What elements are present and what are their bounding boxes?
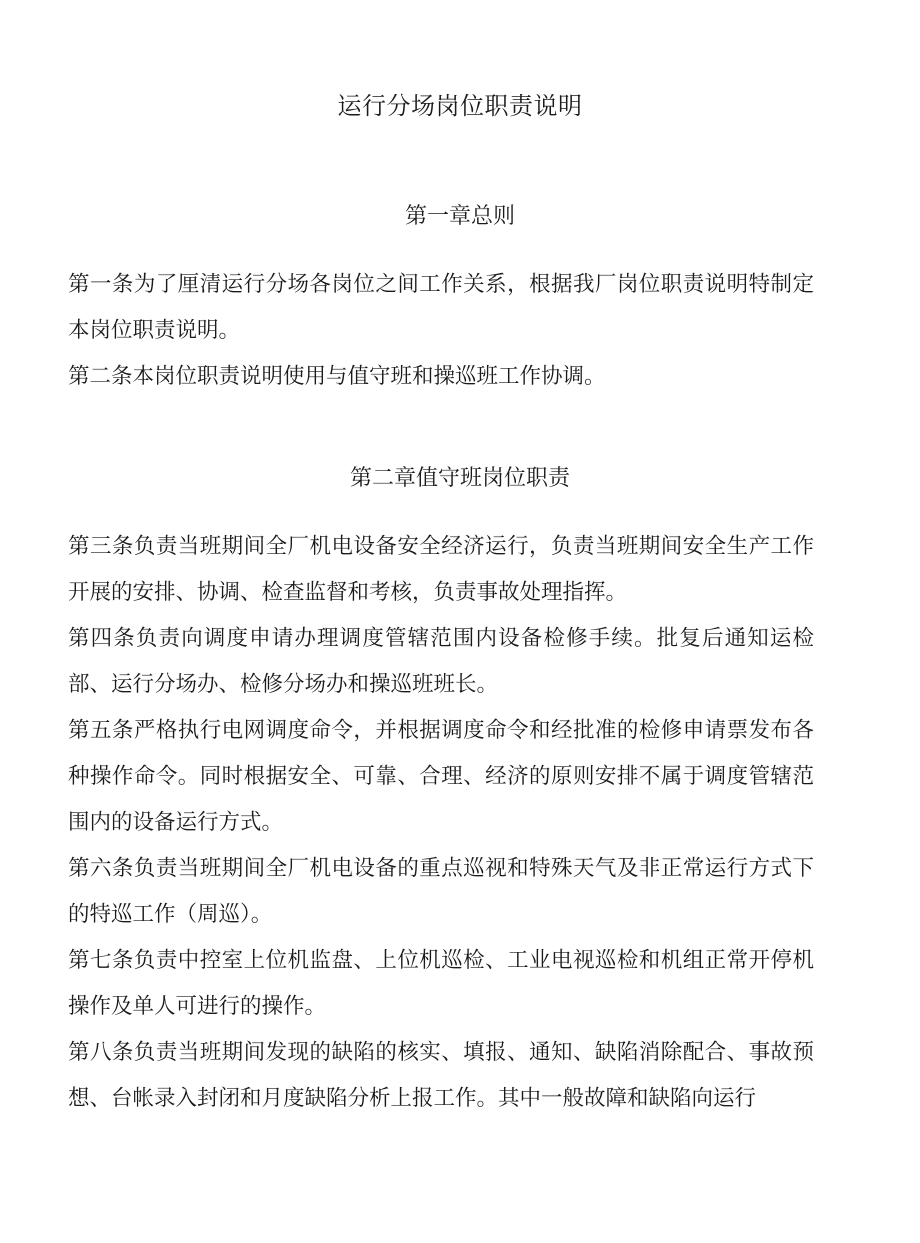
article-paragraph: 第一条为了厘清运行分场各岗位之间工作关系，根据我厂岗位职责说明特制定本岗位职责说明。 bbox=[68, 272, 814, 343]
article-paragraph: 第八条负责当班期间发现的缺陷的核实、填报、通知、缺陷消除配合、事故预想、台帐录入封闭和月度缺陷分析上报工作。其中一般故障和缺陷向运行 bbox=[68, 1040, 814, 1111]
article-paragraph: 第七条负责中控室上位机监盘、上位机巡检、工业电视巡检和机组正常开停机操作及单人可进行的操作。 bbox=[68, 948, 814, 1019]
article-paragraph: 第二条本岗位职责说明使用与值守班和操巡班工作协调。 bbox=[68, 364, 606, 389]
document-title: 运行分场岗位职责说明 bbox=[337, 92, 583, 120]
chapter-heading: 第一章总则 bbox=[404, 204, 515, 229]
article-paragraph: 第四条负责向调度申请办理调度管辖范围内设备检修手续。批复后通知运检部、运行分场办、检修分场办和操巡班班长。 bbox=[68, 626, 814, 697]
article-paragraph: 第五条严格执行电网调度命令，并根据调度命令和经批准的检修申请票发布各种操作命令。同时根据安全、可靠、合理、经济的原则安排不属于调度管辖范围内的设备运行方式。 bbox=[68, 718, 814, 835]
article-paragraph: 第六条负责当班期间全厂机电设备的重点巡视和特殊天气及非正常运行方式下的特巡工作（周巡）。 bbox=[68, 856, 814, 927]
article-paragraph: 第三条负责当班期间全厂机电设备安全经济运行，负责当班期间安全生产工作开展的安排、协调、检查监督和考核，负责事故处理指挥。 bbox=[68, 534, 814, 605]
chapter-heading: 第二章值守班岗位职责 bbox=[349, 466, 570, 491]
